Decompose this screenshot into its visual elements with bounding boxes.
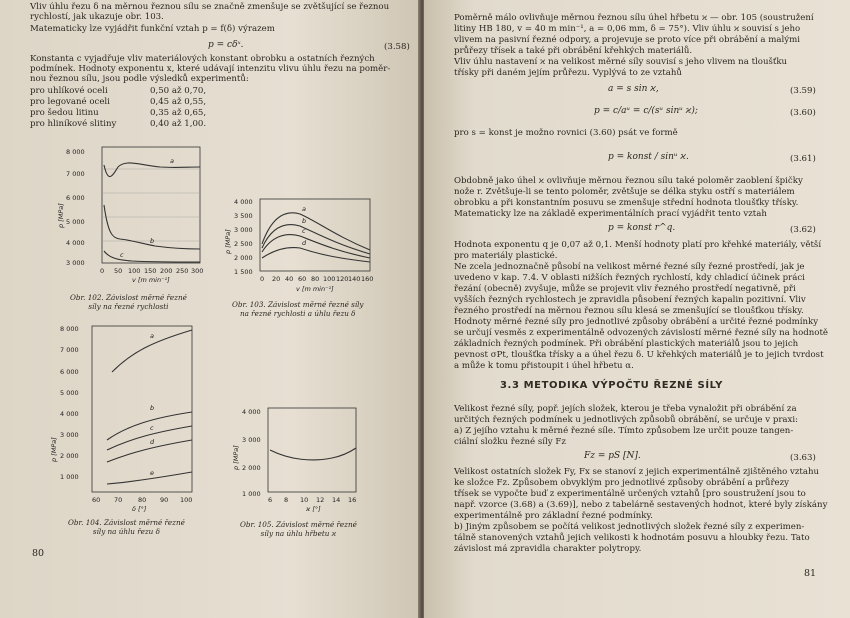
figure-caption <box>68 518 185 536</box>
text-line: Poměrně málo ovlivňuje měrnou řeznou sílu úhel hřbetu ϰ — obr. 105 (soustružení <box>454 13 814 23</box>
curve-label: c <box>150 424 154 432</box>
equation-number: (3.60) <box>790 108 816 118</box>
x-tick: 100 <box>180 496 193 504</box>
x-tick: 60 <box>92 496 101 504</box>
curve-label: a <box>150 332 154 340</box>
x-axis-label: v [m min⁻¹] <box>132 276 170 284</box>
x-tick: 150 <box>144 267 157 275</box>
curve-label: b <box>302 217 307 225</box>
y-axis-label: p [MPa] <box>224 229 232 254</box>
text-line: Vliv úhlu nastavení ϰ na velikost měrné síly souvisí s jeho vlivem na tloušťku <box>454 57 788 67</box>
y-tick: 4 000 <box>60 410 79 418</box>
equation-3-59: a = s sin ϰ, <box>608 84 659 94</box>
x-tick: 40 <box>285 275 294 283</box>
caption-line: síly na řezné rychlosti <box>88 302 169 311</box>
equation-3-61: p = konst / sinᵘ ϰ. <box>608 152 689 162</box>
text-line: Velikost ostatních složek Fy, Fx se stanoví z jejich experimentálně zjištěného vztahu <box>454 467 820 477</box>
x-tick: 10 <box>300 496 309 504</box>
figure-caption <box>240 520 357 538</box>
x-tick: 14 <box>332 496 341 504</box>
text-line: pro materiály plastické. <box>454 251 558 261</box>
x-tick: 60 <box>298 275 307 283</box>
x-tick: 120 <box>336 275 349 283</box>
y-tick: 7 000 <box>60 346 79 354</box>
x-tick: 8 <box>284 496 289 504</box>
text-line: rychlostí, jak ukazuje obr. 103. <box>30 12 164 22</box>
text-line: vyšších řezných rychlostech je zpravidla působení řezných kapalin pozitivní. Vliv <box>454 295 806 305</box>
text-line: řezání (obecně) zvyšuje, může se projevit vliv řezného prostředí negativně, při <box>454 284 796 294</box>
curve-label: b <box>150 404 155 412</box>
y-tick: 3 000 <box>60 431 79 439</box>
text-line: ciální složku řezné síly Fz <box>454 437 566 447</box>
caption-line: síly na úhlu hřbetu ϰ <box>260 529 337 538</box>
y-tick: 6 000 <box>60 368 79 376</box>
text-line: vlivem na pasivní řezné odpory, a projevuje se proto více při obrábění a malými <box>454 35 801 45</box>
text-line: tálně stanovených vztahů jejich velikosti k hodnotám posuvu a hloubky řezu. Tato <box>454 533 810 543</box>
equation-3-60: p = c/aᵘ = c/(sᵘ sinᵘ ϰ); <box>594 106 698 116</box>
text-line: b) Jiným způsobem se počítá velikost jednotlivých složek řezné síly z experimen- <box>454 522 805 532</box>
text-line: nou řeznou sílu, jsou podle výsledků experimentů: <box>30 74 249 84</box>
left-page <box>0 0 420 618</box>
y-tick: 2 000 <box>234 254 253 262</box>
curve-a <box>262 213 370 250</box>
text-line: a může k tomu přistoupit i úhel hřbetu α. <box>454 361 634 371</box>
text-line: a) Z jejího vztahu k měrné řezné síle. Tímto způsobem lze určit pouze tangen- <box>454 426 794 436</box>
x-tick: 140 <box>348 275 361 283</box>
y-tick: 2 500 <box>234 240 253 248</box>
figure-caption <box>232 300 363 318</box>
text-line: Hodnoty měrné řezné síly pro jednotlivé způsoby obrábění a určité řezné podmínky <box>454 317 819 327</box>
y-tick: 5 000 <box>60 389 79 397</box>
x-tick: 100 <box>323 275 336 283</box>
curve-label: d <box>302 239 307 247</box>
equation-3-62: p = konst r^q. <box>608 223 676 233</box>
x-tick: 50 <box>114 267 123 275</box>
text-line: Velikost řezné síly, popř. jejích složek, kterou je třeba vynaložit při obrábění za <box>454 404 797 414</box>
equation-3-63: Fz = pS [N]. <box>584 451 641 461</box>
right-page <box>424 0 850 618</box>
x-tick: 0 <box>100 267 105 275</box>
text-line: třísek se vypočte buď z experimentálně určených vztahů [pro soustružení jsou to <box>454 489 806 499</box>
caption-line: Obr. 103. Závislost měrné řezné síly <box>232 300 364 309</box>
text-line: uvedeno v kap. 7.4. V oblasti nižších řezných rychlostí, kdy chladicí účinek práci <box>454 273 805 283</box>
text-line: závislost má zpravidla charakter polytropy. <box>454 544 642 554</box>
text-line: nože r. Zvětšuje-li se tento poloměr, zvětšuje se délka styku ostří s materiálem <box>454 187 795 197</box>
figure-102 <box>57 143 210 284</box>
text-line: ke složce Fz. Způsobem obvyklým pro jednotlivé způsoby obrábění a průřezy <box>454 478 790 488</box>
y-tick: 1 000 <box>242 490 261 498</box>
material-name: pro legované oceli <box>30 97 110 107</box>
page-number: 81 <box>804 568 817 579</box>
x-tick: 100 <box>128 267 141 275</box>
figure-105 <box>232 404 362 512</box>
text-line: Obdobně jako úhel ϰ ovlivňuje měrnou řeznou sílu také poloměr zaoblení špičky <box>454 176 803 186</box>
text-line: základních řezných podmínek. Při obrábění plastických materiálů jsou to jejich <box>454 339 799 349</box>
y-axis-label: p [MPa] <box>232 445 240 470</box>
y-tick: 3 500 <box>234 212 253 220</box>
text-line: řezného prostředí na měrnou řeznou sílu klesá se zmenšující se tloušťkou třísky. <box>454 306 804 316</box>
y-tick: 8 000 <box>60 325 79 333</box>
text-line: experimentálně pro základní řezné podmínky. <box>454 511 653 521</box>
y-axis-label: p [MPa] <box>50 437 58 462</box>
material-name: pro hliníkové slitiny <box>30 119 117 129</box>
y-tick: 3 000 <box>242 436 261 444</box>
text-line: pro s = konst je možno rovnici (3.60) psát ve formě <box>454 128 678 138</box>
y-tick: 8 000 <box>66 148 85 156</box>
x-tick: 300 <box>191 267 204 275</box>
text-line: obrobku a při konstantním posuvu se zmenšuje střední hodnota tloušťky třísky. <box>454 198 799 208</box>
caption-line: Obr. 102. Závislost měrné řezné <box>70 293 187 302</box>
material-name: pro uhlíkové oceli <box>30 86 108 96</box>
text-line: třísky při daném jejím průřezu. Vyplývá to ze vztahů <box>454 68 682 78</box>
y-tick: 2 000 <box>242 464 261 472</box>
figure-103 <box>224 196 378 296</box>
figure-caption <box>70 293 187 311</box>
text-line: pevnost σPt, tloušťka třísky a a úhel řezu δ. U křehkých materiálů je to jejich tvrdost <box>454 350 824 360</box>
text-line: litiny HB 180, v = 40 m min⁻¹, a = 0,06 mm, δ = 75°). Vliv úhlu ϰ souvisí s jeho <box>454 24 801 34</box>
curve-label: a <box>302 205 306 213</box>
y-axis-label: p [MPa] <box>57 203 65 228</box>
x-tick: 12 <box>316 496 325 504</box>
curve-label: c <box>302 227 306 235</box>
material-value: 0,35 až 0,65, <box>150 108 207 118</box>
curve-c <box>104 251 200 262</box>
equation-3-58: p = cδˣ. <box>208 40 244 50</box>
x-axis-label: ϰ [°] <box>306 505 321 513</box>
text-line: Matematicky lze vyjádřit funkční vztah p = f(δ) výrazem <box>30 24 275 34</box>
x-tick: 70 <box>114 496 123 504</box>
y-tick: 3 000 <box>66 259 85 267</box>
text-line: se určují vesměs z experimentálně odvozených závislostí měrné řezné síly na hodnotě <box>454 328 829 338</box>
section-title: 3.3 METODIKA VÝPOČTU ŘEZNÉ SÍLY <box>500 380 723 391</box>
curve-label: d <box>150 438 155 446</box>
text-line: určitých řezných podmínek u jednotlivých způsobů obrábění, se určuje v praxi: <box>454 415 799 425</box>
caption-line: síly na úhlu řezu δ <box>92 527 160 536</box>
x-tick: 250 <box>176 267 189 275</box>
equation-number: (3.62) <box>790 225 816 235</box>
y-tick: 4 000 <box>66 239 85 247</box>
text-line: Ne zcela jednoznačně působí na velikost měrné řezné síly řezné prostředí, jak je <box>454 262 805 272</box>
text-line: Hodnota exponentu q je 0,07 až 0,1. Menší hodnoty platí pro křehké materiály, větší <box>454 240 822 250</box>
x-tick: 160 <box>361 275 374 283</box>
x-tick: 90 <box>160 496 169 504</box>
curve-label: a <box>170 157 174 165</box>
material-name: pro šedou litinu <box>30 108 99 118</box>
curve-label: c <box>120 251 124 259</box>
text-line: např. vzorce (3.68) a (3.69)], nebo z tabelárně sestavených hodnot, které byly získány <box>454 500 828 510</box>
equation-number: (3.58) <box>384 42 410 52</box>
text-line: Vliv úhlu řezu δ na měrnou řeznou sílu se značně zmenšuje se zvětšující se řeznou <box>30 2 390 12</box>
x-axis-label: v [m min⁻¹] <box>296 285 334 293</box>
x-tick: 80 <box>311 275 320 283</box>
text-line: průřezy třísek a také při obrábění křehkých materiálů. <box>454 46 693 56</box>
y-tick: 4 000 <box>242 408 261 416</box>
curve-a <box>104 163 200 177</box>
x-tick: 20 <box>272 275 281 283</box>
material-value: 0,40 až 1,00. <box>150 119 207 129</box>
curve-c <box>262 235 370 258</box>
x-tick: 6 <box>268 496 273 504</box>
caption-line: Obr. 104. Závislost měrné řezné <box>68 518 185 527</box>
x-tick: 0 <box>260 275 265 283</box>
figure-104 <box>52 322 202 512</box>
curve <box>270 448 356 460</box>
x-axis-label: δ [°] <box>132 505 147 513</box>
text-line: podmínek. Hodnoty exponentu x, které udávají intenzitu vlivu úhlu řezu na poměr- <box>30 64 391 74</box>
page-number: 80 <box>32 548 45 559</box>
y-tick: 4 000 <box>234 198 253 206</box>
y-tick: 6 000 <box>66 194 85 202</box>
curve-label: e <box>150 469 154 477</box>
x-tick: 16 <box>348 496 357 504</box>
y-tick: 5 000 <box>66 218 85 226</box>
text-line: Konstanta c vyjadřuje vliv materiálových konstant obrobku a ostatních řezných <box>30 54 375 64</box>
material-value: 0,45 až 0,55, <box>150 97 207 107</box>
y-tick: 3 000 <box>234 226 253 234</box>
caption-line: Obr. 105. Závislost měrné řezné <box>240 520 357 529</box>
y-tick: 7 000 <box>66 170 85 178</box>
text-line: Matematicky lze na základě experimentálních prací vyjádřit tento vztah <box>454 209 767 219</box>
curve-label: b <box>150 237 155 245</box>
x-tick: 80 <box>138 496 147 504</box>
equation-number: (3.59) <box>790 86 816 96</box>
equation-number: (3.63) <box>790 453 816 463</box>
equation-number: (3.61) <box>790 154 816 164</box>
material-value: 0,50 až 0,70, <box>150 86 207 96</box>
caption-line: na řezné rychlosti a úhlu řezu δ <box>239 309 356 318</box>
y-tick: 1 000 <box>60 473 79 481</box>
y-tick: 2 000 <box>60 452 79 460</box>
x-tick: 200 <box>160 267 173 275</box>
y-tick: 1 500 <box>234 268 253 276</box>
